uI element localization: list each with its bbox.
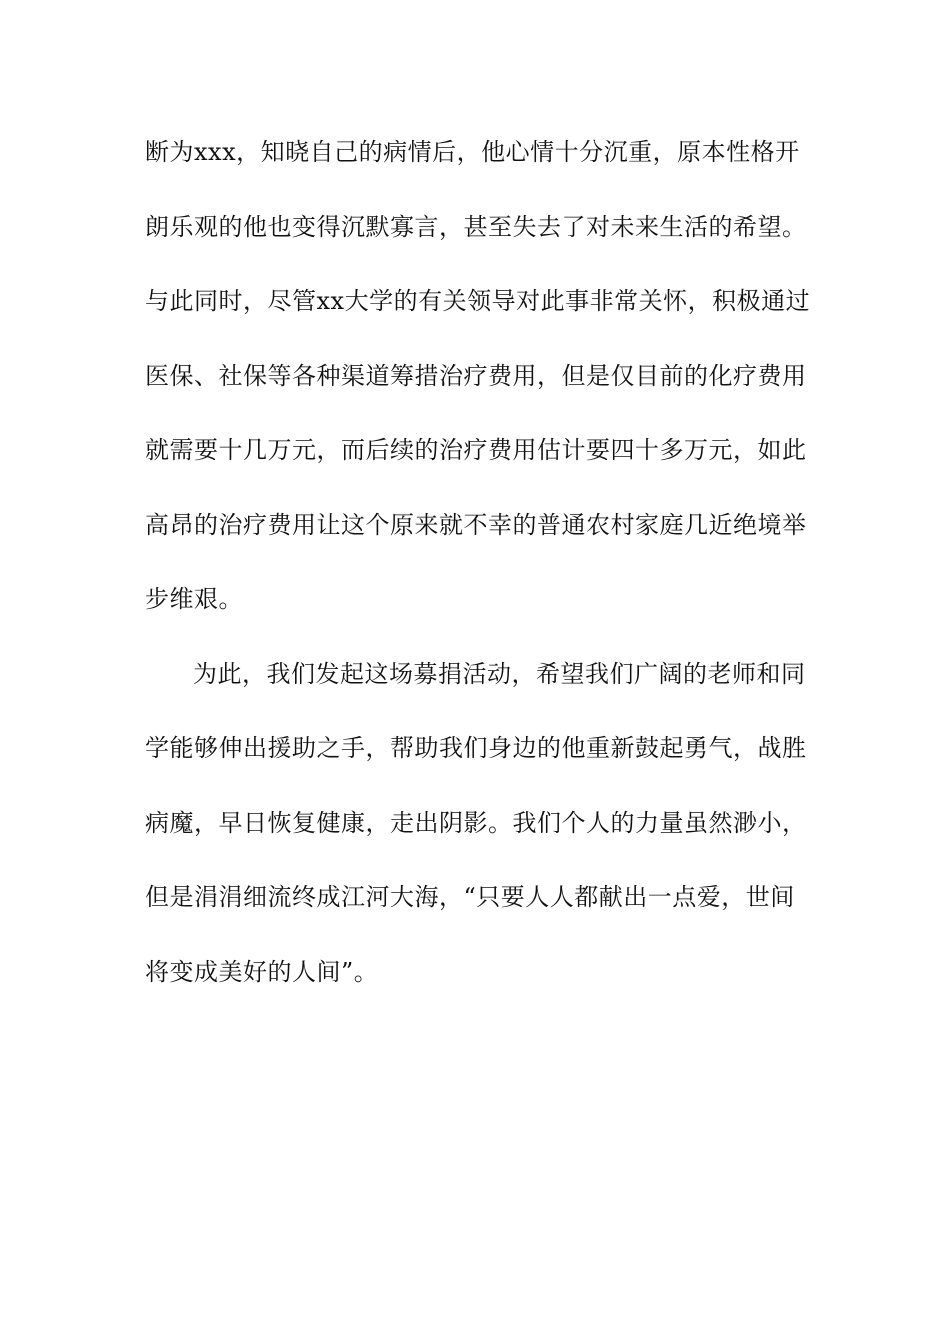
paragraph-first-line: 为此，我们发起这场募捐活动，希望我们广阔的老师和同 [193, 659, 806, 688]
text-line: 与此同时，尽管xx大学的有关领导对此事非常关怀，积极通过 [145, 287, 811, 315]
text-line: 步维艰。 [145, 585, 243, 613]
text-line: 朗乐观的他也变得沉默寡言，甚至失去了对未来生活的希望。 [145, 212, 807, 241]
text-line: 断为xxx，知晓自己的病情后，他心情十分沉重，原本性格开 [145, 138, 800, 166]
text-line: 病魔，早日恢复健康，走出阴影。我们个人的力量虽然渺小， [145, 808, 807, 837]
text-line: 将变成美好的人间”。 [145, 957, 379, 986]
text-line: 学能够伸出援助之手，帮助我们身边的他重新鼓起勇气，战胜 [145, 734, 807, 762]
body-text [145, 128, 817, 1022]
text-line: 但是涓涓细流终成江河大海，“只要人人都献出一点爱，世间 [145, 883, 795, 911]
text-line: 就需要十几万元，而后续的治疗费用估计要四十多万元，如此 [145, 436, 807, 464]
text-line: 医保、社保等各种渠道筹措治疗费用，但是仅目前的化疗费用 [145, 361, 807, 390]
text-line: 高昂的治疗费用让这个原来就不幸的普通农村家庭几近绝境举 [145, 510, 807, 539]
